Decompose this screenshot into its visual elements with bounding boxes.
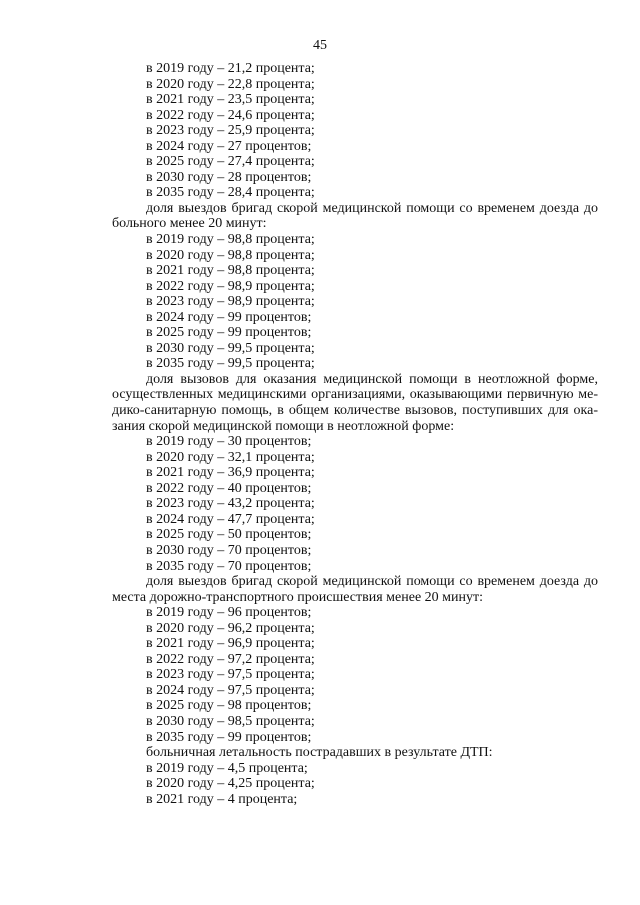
document-body xyxy=(112,61,598,807)
indicator-list-5 xyxy=(112,761,598,808)
paragraph-line: места дорожно-транспортного происшествия менее 20 минут: xyxy=(112,589,484,605)
list-item: в 2022 году – 24,6 процента; xyxy=(146,107,315,123)
paragraph-urgent-calls xyxy=(112,372,598,434)
list-item: в 2023 году – 98,9 процента; xyxy=(146,294,315,310)
page-number: 45 xyxy=(313,38,327,53)
list-item: в 2024 году – 47,7 процента; xyxy=(146,511,315,527)
list-item: в 2022 году – 98,9 процента; xyxy=(146,278,315,294)
paragraph-line: зания скорой медицинской помощи в неотложной форме: xyxy=(112,418,455,434)
list-item: в 2022 году – 97,2 процента; xyxy=(146,651,315,667)
list-item: в 2025 году – 50 процентов; xyxy=(146,527,312,543)
list-item: в 2020 году – 32,1 процента; xyxy=(146,449,315,465)
indicator-list-4 xyxy=(112,605,598,745)
indicator-list-1 xyxy=(112,61,598,201)
list-item: в 2025 году – 98 процентов; xyxy=(146,698,312,714)
list-item: в 2025 году – 27,4 процента; xyxy=(146,154,315,170)
list-item: в 2021 году – 23,5 процента; xyxy=(146,92,315,108)
paragraph-line: дико-санитарную помощь, в общем количестве вызовов, поступивших для ока- xyxy=(112,403,598,419)
list-item: в 2024 году – 99 процентов; xyxy=(146,309,312,325)
paragraph-road-accident-arrival xyxy=(112,574,598,605)
list-item: в 2035 году – 99,5 процента; xyxy=(146,356,315,372)
list-item: в 2024 году – 97,5 процента; xyxy=(146,682,315,698)
list-item: в 2021 году – 36,9 процента; xyxy=(146,465,315,481)
indicator-list-3 xyxy=(112,434,598,574)
indicator-list-2 xyxy=(112,232,598,372)
list-item: в 2035 году – 28,4 процента; xyxy=(146,185,315,201)
list-item: в 2020 году – 96,2 процента; xyxy=(146,620,315,636)
list-item: в 2022 году – 40 процентов; xyxy=(146,480,312,496)
list-item: в 2019 году – 21,2 процента; xyxy=(146,61,315,76)
list-item: в 2019 году – 4,5 процента; xyxy=(146,760,308,776)
list-item: в 2021 году – 98,8 процента; xyxy=(146,263,315,279)
list-item: в 2020 году – 22,8 процента; xyxy=(146,76,315,92)
list-item: в 2020 году – 4,25 процента; xyxy=(146,776,315,792)
list-item: в 2021 году – 4 процента; xyxy=(146,791,298,807)
list-item: в 2030 году – 99,5 процента; xyxy=(146,340,315,356)
list-item: в 2020 году – 98,8 процента; xyxy=(146,247,315,263)
list-item: в 2030 году – 98,5 процента; xyxy=(146,713,315,729)
list-item: в 2030 году – 28 процентов; xyxy=(146,169,312,185)
paragraph-ambulance-arrival xyxy=(112,201,598,232)
paragraph-line: доля вызовов для оказания медицинской помощи в неотложной форме, xyxy=(146,371,598,387)
list-item: в 2030 году – 70 процентов; xyxy=(146,542,312,558)
list-item: в 2019 году – 30 процентов; xyxy=(146,434,312,450)
paragraph-line: доля выездов бригад скорой медицинской помощи со временем доезда до xyxy=(146,574,598,590)
list-item: в 2025 году – 99 процентов; xyxy=(146,325,312,341)
list-item: в 2035 году – 99 процентов; xyxy=(146,729,312,745)
paragraph-line: доля выездов бригад скорой медицинской помощи со временем доезда до xyxy=(146,200,598,216)
paragraph-line: больничная летальность пострадавших в результате ДТП: xyxy=(146,745,493,761)
list-item: в 2019 году – 98,8 процента; xyxy=(146,232,315,248)
list-item: в 2023 году – 97,5 процента; xyxy=(146,667,315,683)
list-item: в 2024 году – 27 процентов; xyxy=(146,138,312,154)
paragraph-line: больного менее 20 минут: xyxy=(112,216,267,232)
list-item: в 2019 году – 96 процентов; xyxy=(146,605,312,621)
list-item: в 2035 году – 70 процентов; xyxy=(146,558,312,574)
paragraph-hospital-mortality xyxy=(112,745,598,761)
paragraph-line: осуществленных медицинскими организациями, оказывающими первичную ме- xyxy=(112,387,598,403)
list-item: в 2023 году – 25,9 процента; xyxy=(146,123,315,139)
list-item: в 2023 году – 43,2 процента; xyxy=(146,496,315,512)
list-item: в 2021 году – 96,9 процента; xyxy=(146,636,315,652)
